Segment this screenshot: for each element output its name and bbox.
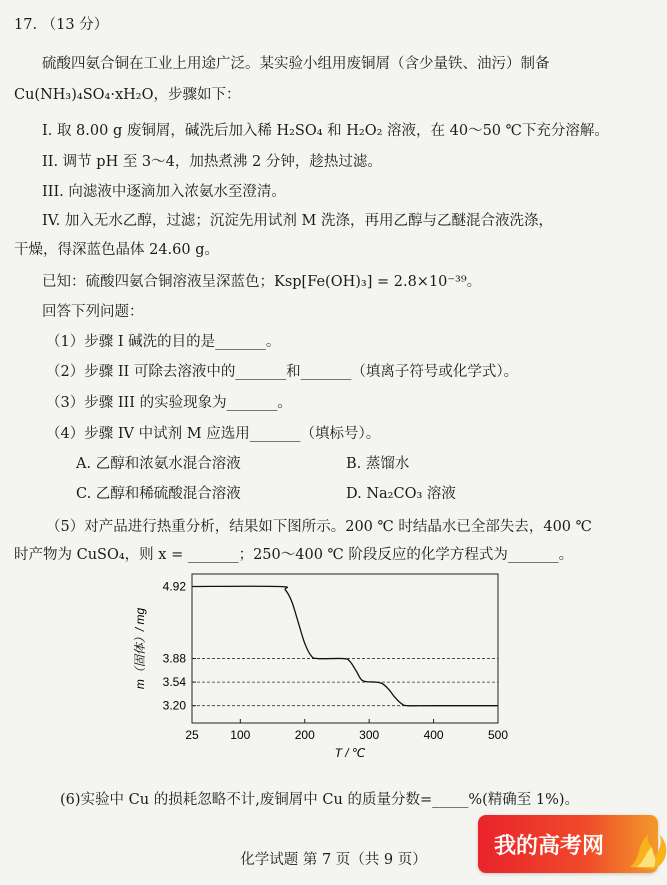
watermark-text: 我的高考网 [494, 834, 605, 859]
question-2: （2）步骤 II 可除去溶液中的_______和_______（填离子符号或化学式）。 [46, 364, 519, 380]
y-tick-label: 3.88 [162, 651, 186, 666]
step-2: II. 调节 pH 至 3～4，加热煮沸 2 分钟，趁热过滤。 [42, 154, 382, 170]
x-tick-label: 100 [230, 728, 251, 742]
question-number: 17. （13 分） [14, 17, 109, 33]
intro-line-2: Cu(NH₃)₄SO₄·xH₂O，步骤如下： [14, 87, 241, 103]
option-a: A. 乙醇和浓氨水混合溶液 [76, 456, 241, 472]
step-4-line-2: 干燥，得深蓝色晶体 24.60 g。 [14, 242, 220, 258]
watermark-logo [478, 815, 658, 873]
plot-frame [192, 574, 498, 723]
x-tick-label: 500 [487, 728, 509, 742]
page-footer: 化学试题 第 7 页（共 9 页） [240, 852, 427, 868]
y-tick-label: 3.20 [162, 698, 186, 713]
question-3: （3）步骤 III 的实验现象为_______。 [46, 395, 292, 411]
y-tick-label: 4.92 [162, 579, 186, 594]
question-5-line-2: 时产物为 CuSO₄，则 x = _______；250～400 ℃ 阶段反应的化学方程式为_______。 [14, 547, 574, 563]
step-3: III. 向滤液中逐滴加入浓氨水至澄清。 [42, 184, 286, 200]
x-tick-label: 25 [185, 728, 199, 742]
step-1: I. 取 8.00 g 废铜屑，碱洗后加入稀 H₂SO₄ 和 H₂O₂ 溶液，在 40～50 ℃下充分溶解。 [42, 123, 609, 139]
x-tick-label: 300 [359, 728, 380, 742]
intro-line-1: 硫酸四氨合铜在工业上用途广泛。某实验小组用废铜屑（含少量铁、油污）制备 [42, 56, 550, 72]
question-4: （4）步骤 IV 中试剂 M 应选用_______（填标号）。 [46, 426, 381, 442]
prompt: 回答下列问题： [42, 304, 144, 320]
option-b: B. 蒸馏水 [346, 456, 410, 472]
thermogravimetric-chart [120, 568, 520, 763]
question-5-line-1: （5）对产品进行热重分析，结果如下图所示。200 ℃ 时结晶水已全部失去，400 ℃ [46, 519, 592, 535]
question-1: （1）步骤 I 碱洗的目的是_______。 [46, 334, 281, 350]
flame-icon [626, 817, 667, 871]
y-tick-label: 3.54 [162, 675, 186, 690]
mass-curve [192, 586, 498, 706]
option-c: C. 乙醇和稀硫酸混合溶液 [76, 486, 241, 502]
x-tick-label: 400 [423, 728, 444, 742]
x-axis-label: T / ℃ [334, 746, 366, 760]
x-tick-label: 200 [294, 728, 315, 742]
y-axis-label: m（固体）/ mg [133, 607, 147, 690]
option-d: D. Na₂CO₃ 溶液 [346, 486, 456, 502]
known-info: 已知：硫酸四氨合铜溶液呈深蓝色；Ksp[Fe(OH)₃] = 2.8×10⁻³⁹。 [42, 274, 482, 290]
question-6: (6)实验中 Cu 的损耗忽略不计,废铜屑中 Cu 的质量分数=_____%(精确至 1%)。 [60, 792, 580, 808]
step-4-line-1: IV. 加入无水乙醇，过滤；沉淀先用试剂 M 洗涤，再用乙醇与乙醚混合液洗涤， [42, 213, 553, 229]
